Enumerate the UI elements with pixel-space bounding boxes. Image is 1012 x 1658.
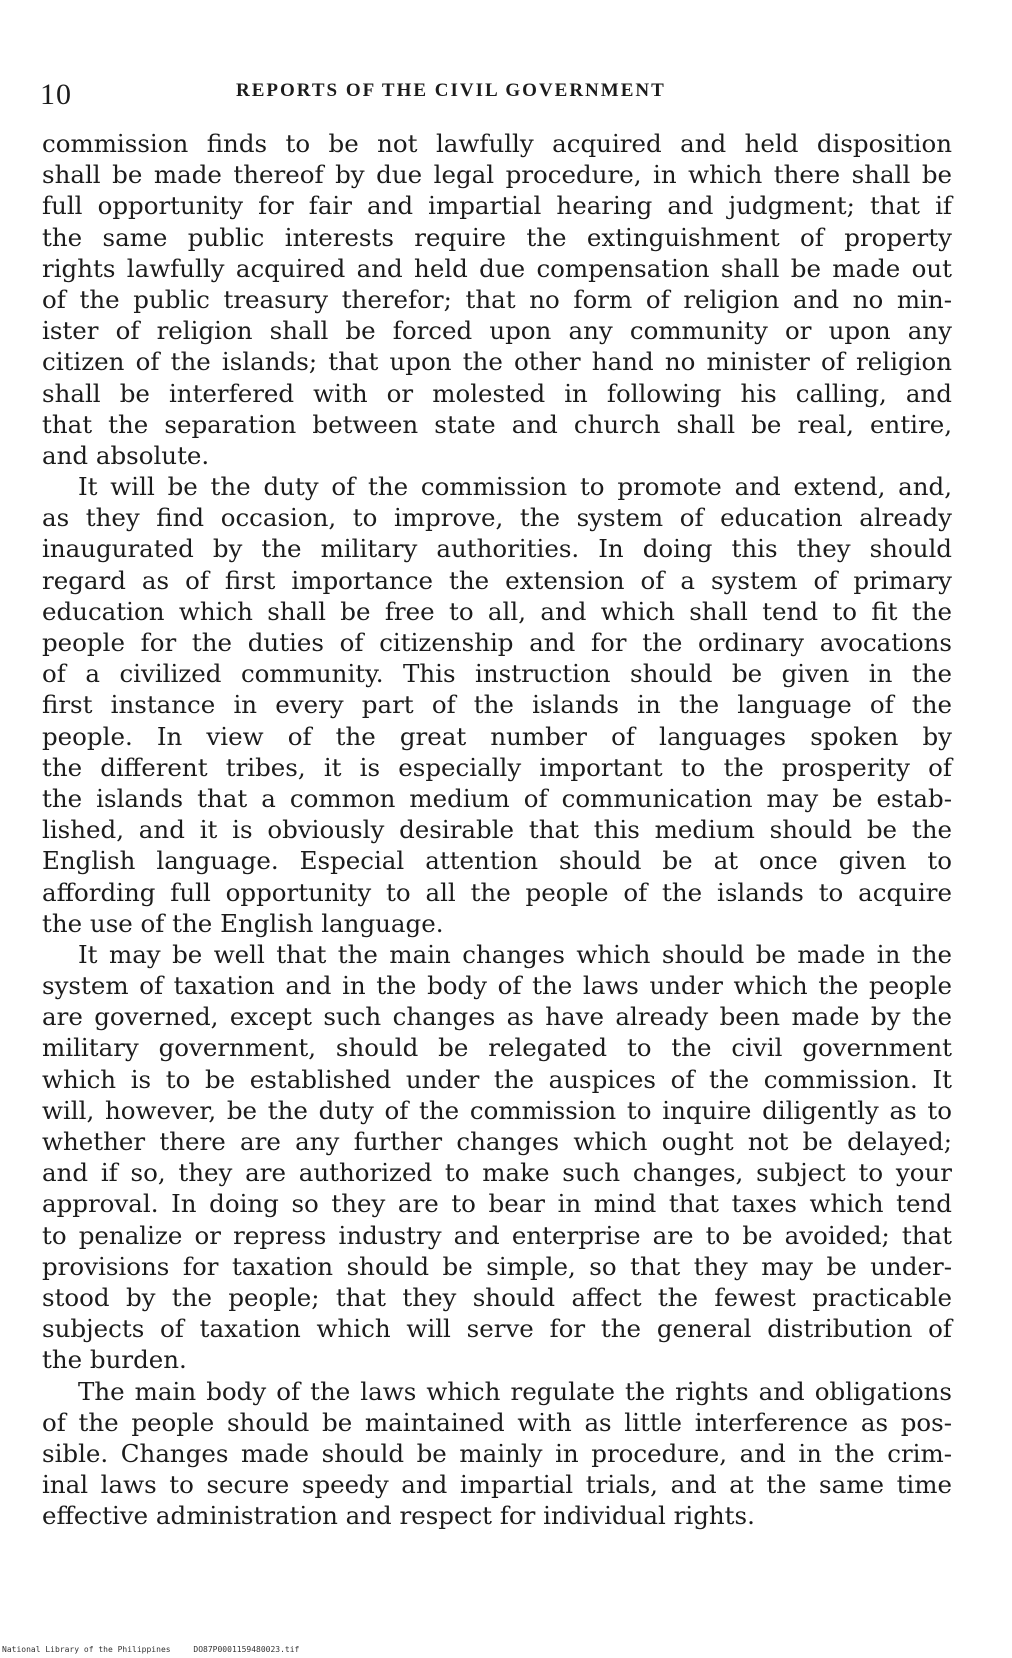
body-text — [42, 128, 952, 1531]
text-line: of a civilized community. This instruction should be given in the — [42, 659, 952, 689]
text-line: and absolute. — [42, 440, 210, 470]
text-line: English language. Especial attention should be at once given to — [42, 846, 952, 876]
text-line: people for the duties of citizenship and for the ordinary avocations — [42, 628, 952, 657]
text-line: subjects of taxation which will serve for the general distribution of — [42, 1314, 952, 1344]
text-line: military government, should be relegated to the civil government — [42, 1033, 952, 1063]
text-line: rights lawfully acquired and held due compensation shall be made out — [42, 253, 952, 283]
text-line: the burden. — [42, 1345, 187, 1375]
text-line: full opportunity for fair and impartial hearing and judgment; that if — [42, 191, 952, 221]
text-line: system of taxation and in the body of the laws under which the people — [42, 971, 952, 1001]
text-line: effective administration and respect for individual rights. — [42, 1501, 755, 1531]
text-line: that the separation between state and church shall be real, entire, — [42, 409, 952, 439]
text-line: The main body of the laws which regulate the rights and obligations — [78, 1376, 952, 1406]
text-line: regard as of first importance the extension of a system of primary — [42, 565, 952, 595]
text-line: people. In view of the great number of languages spoken by — [42, 721, 952, 751]
text-line: whether there are any further changes which ought not be delayed; — [42, 1127, 952, 1156]
text-line: shall be interfered with or molested in following his calling, and — [42, 378, 952, 408]
text-line: sible. Changes made should be mainly in procedure, and in the crim- — [42, 1438, 952, 1468]
text-line: It will be the duty of the commission to promote and extend, and, — [78, 472, 952, 502]
text-line: to penalize or repress industry and enterprise are to be avoided; that — [42, 1220, 952, 1250]
text-line: It may be well that the main changes which should be made in the — [78, 939, 952, 969]
text-line: affording full opportunity to all the people of the islands to acquire — [42, 877, 952, 907]
text-line: shall be made thereof by due legal procedure, in which there shall be — [42, 160, 952, 190]
text-line: inaugurated by the military authorities. In doing this they should — [42, 534, 952, 564]
text-line: commission finds to be not lawfully acquired and held disposition — [42, 129, 952, 158]
text-line: the different tribes, it is especially important to the prosperity of — [42, 752, 952, 782]
text-line: education which shall be free to all, and which shall tend to fit the — [42, 596, 952, 626]
text-line: as they find occasion, to improve, the system of education already — [42, 503, 952, 533]
text-line: lished, and it is obviously desirable that this medium should be the — [42, 815, 952, 845]
text-line: first instance in every part of the islands in the language of the — [42, 690, 952, 720]
page-number: 10 — [40, 78, 72, 111]
running-header: REPORTS OF THE CIVIL GOVERNMENT — [236, 80, 666, 101]
text-line: citizen of the islands; that upon the other hand no minister of religion — [42, 347, 952, 377]
text-line: the use of the English language. — [42, 908, 444, 938]
text-line: will, however, be the duty of the commission to inquire diligently as to — [42, 1095, 952, 1125]
text-line: ister of religion shall be forced upon any community or upon any — [42, 316, 952, 346]
text-line: of the people should be maintained with as little interference as pos- — [42, 1407, 952, 1437]
footer-file-id: DO87P0001159480023.tif — [193, 1645, 300, 1654]
text-line: approval. In doing so they are to bear in mind that taxes which tend — [42, 1189, 952, 1219]
text-line: which is to be established under the auspices of the commission. It — [42, 1064, 952, 1094]
text-line: and if so, they are authorized to make such changes, subject to your — [42, 1158, 952, 1188]
footer-library: National Library of the Philippines — [2, 1645, 171, 1654]
text-line: the same public interests require the extinguishment of property — [42, 222, 952, 252]
text-line: inal laws to secure speedy and impartial trials, and at the same time — [42, 1470, 952, 1500]
text-line: stood by the people; that they should affect the fewest practicable — [42, 1282, 952, 1312]
text-line: the islands that a common medium of communication may be estab- — [42, 783, 952, 813]
text-line: provisions for taxation should be simple, so that they may be under- — [42, 1251, 952, 1281]
scan-footer — [2, 1645, 317, 1654]
text-line: are governed, except such changes as have already been made by the — [42, 1002, 952, 1032]
text-line: of the public treasury therefor; that no form of religion and no min- — [42, 284, 952, 314]
